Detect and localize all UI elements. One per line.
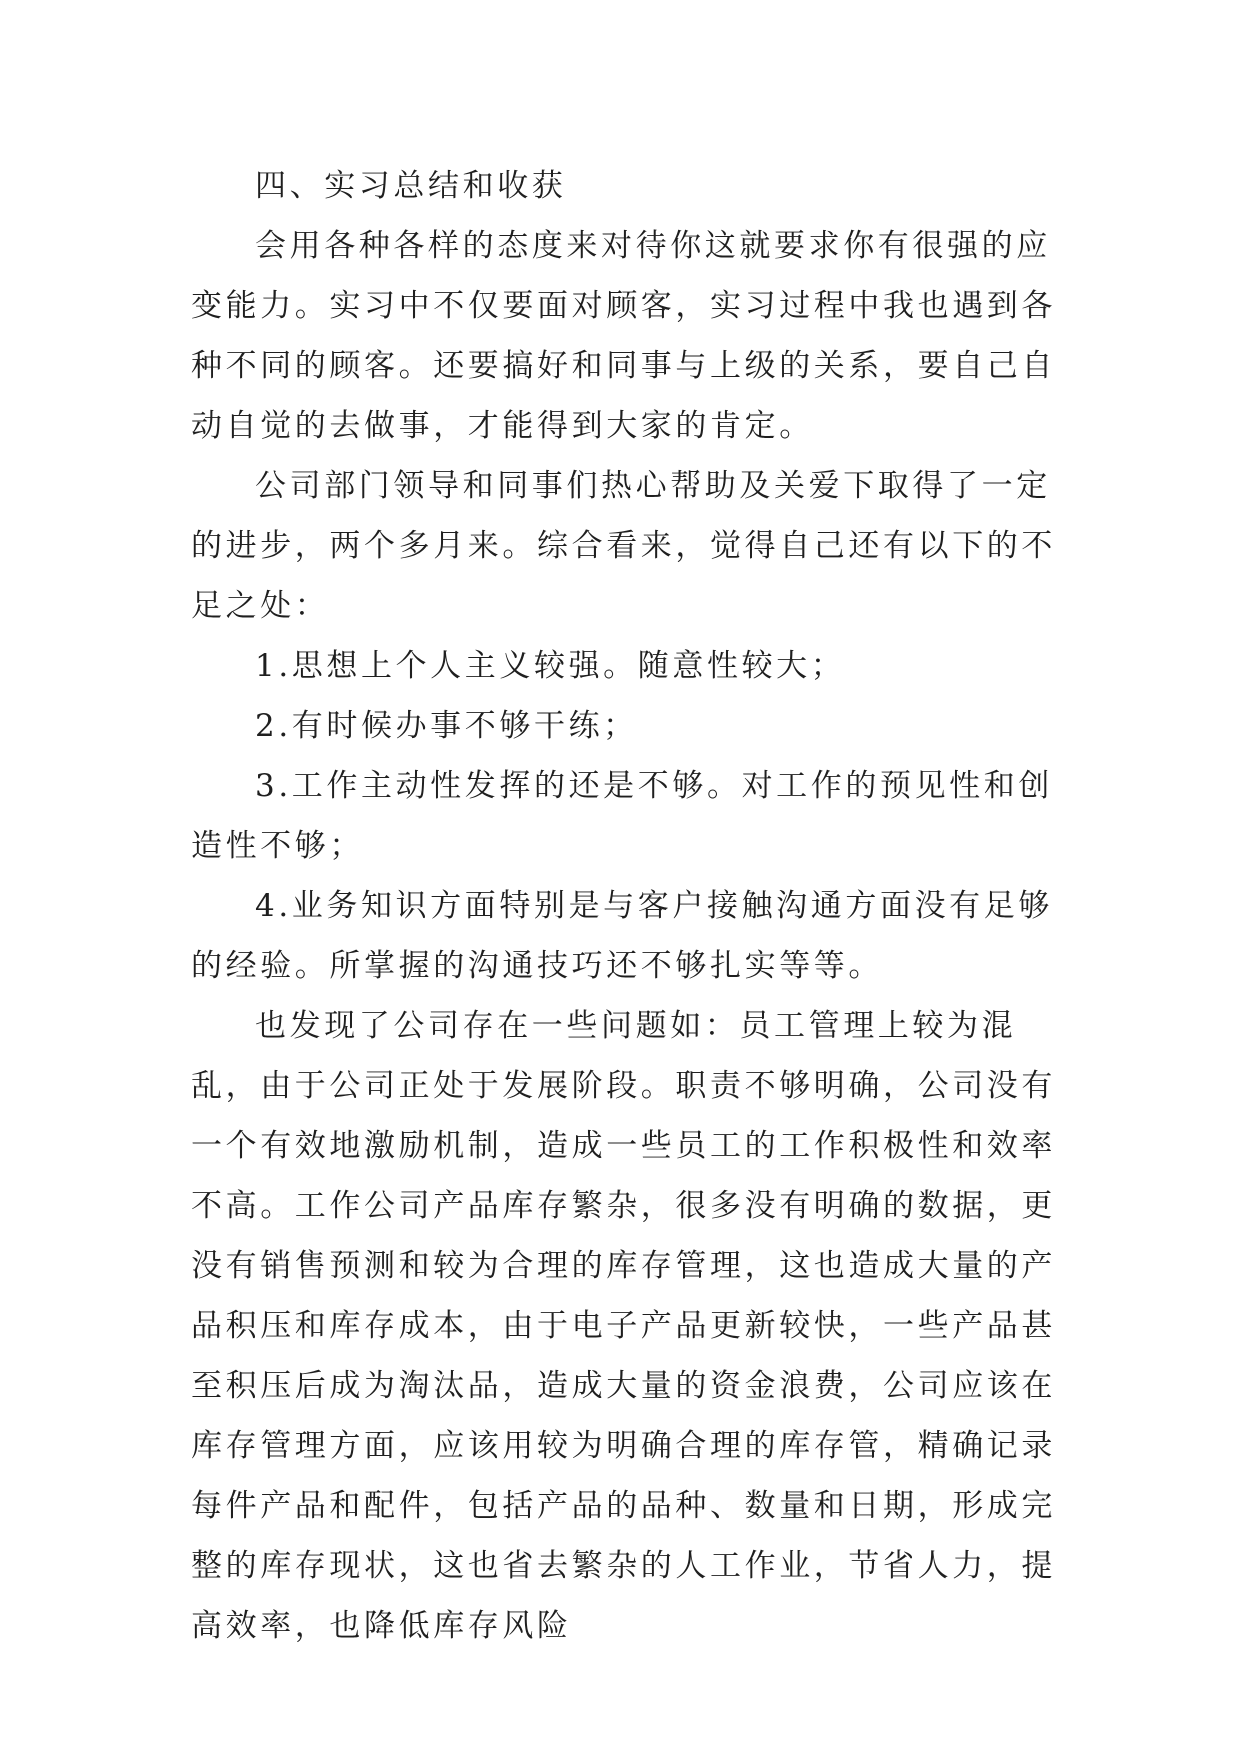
- list-item-1: 1.思想上个人主义较强。随意性较大；: [255, 648, 846, 684]
- paragraph-adaptability: 会用各种各样的态度来对待你这就要求你有很强的应变能力。实习中不仅要面对顾客，实习过程中我也遇到各种不同的顾客。还要搞好和同事与上级的关系，要自己自动自觉的去做事，才能得到大家的肯定。: [191, 228, 1056, 444]
- section-heading: 四、实习总结和收获: [255, 168, 567, 204]
- paragraph-company-issues: 也发现了公司存在一些问题如：员工管理上较为混乱，由于公司正处于发展阶段。职责不够明确，公司没有一个有效地激励机制，造成一些员工的工作积极性和效率不高。工作公司产品库存繁杂，很多没有明确的数据，更没有销售预测和较为合理的库存管理，这也造成大量的产品积压和库存成本，由于电子产品更新较快，一些产品甚至积压后成为淘汰品，造成大量的资金浪费，公司应该在库存管理方面，应该用较为明确合理的库存管，精确记录每件产品和配件，包括产品的品种、数量和日期，形成完整的库存现状，这也省去繁杂的人工作业，节省人力，提高效率，也降低库存风险: [191, 1008, 1056, 1644]
- paragraph-progress: 公司部门领导和同事们热心帮助及关爱下取得了一定的进步，两个多月来。综合看来，觉得自己还有以下的不足之处：: [191, 468, 1056, 624]
- list-item-4: 4.业务知识方面特别是与客户接触沟通方面没有足够的经验。所掌握的沟通技巧还不够扎实等等。: [191, 888, 1053, 984]
- list-item-3: 3.工作主动性发挥的还是不够。对工作的预见性和创造性不够；: [191, 768, 1053, 864]
- document-body: [191, 156, 1061, 1656]
- list-item-2: 2.有时候办事不够干练；: [255, 708, 638, 744]
